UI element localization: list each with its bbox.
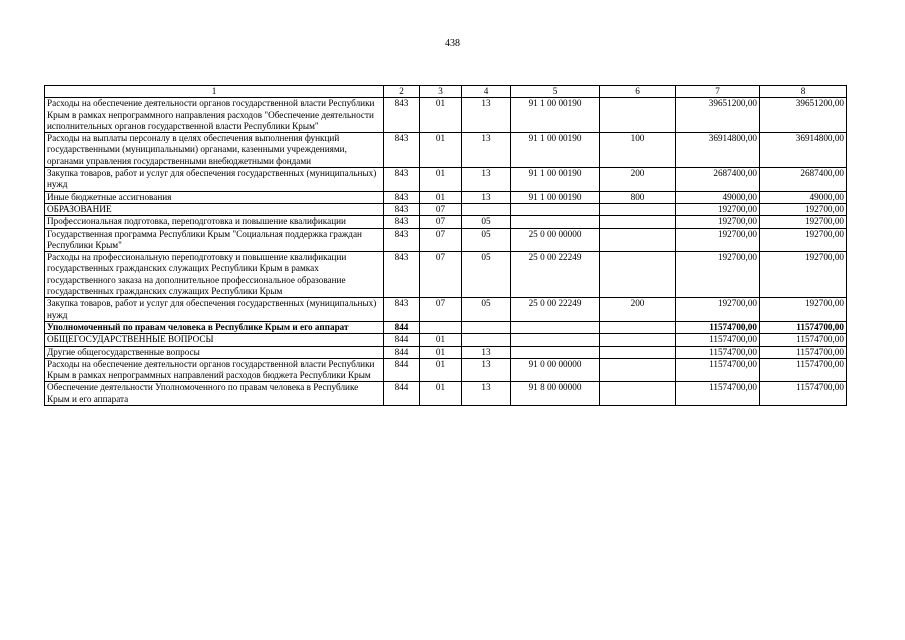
column-header: 4 xyxy=(462,86,511,98)
row-c3-cell: 07 xyxy=(420,228,462,252)
row-c6-cell: 100 xyxy=(600,133,676,168)
table-row xyxy=(45,168,847,192)
row-c3-cell: 07 xyxy=(420,252,462,298)
row-c7-cell: 2687400,00 xyxy=(676,168,760,192)
row-c3-cell: 01 xyxy=(420,191,462,203)
row-c2-cell: 844 xyxy=(384,346,420,358)
row-c5-cell xyxy=(511,346,600,358)
row-c3-cell: 01 xyxy=(420,382,462,406)
row-c7-cell: 192700,00 xyxy=(676,298,760,322)
row-c4-cell: 05 xyxy=(462,216,511,228)
row-c6-cell xyxy=(600,346,676,358)
column-header: 1 xyxy=(45,86,384,98)
row-c3-cell: 07 xyxy=(420,203,462,215)
row-c4-cell: 13 xyxy=(462,382,511,406)
row-c3-cell: 07 xyxy=(420,298,462,322)
row-c8-cell: 11574700,00 xyxy=(760,334,847,346)
row-c3-cell xyxy=(420,321,462,333)
table-row xyxy=(45,382,847,406)
column-header: 8 xyxy=(760,86,847,98)
row-name-cell: Закупка товаров, работ и услуг для обеспечения государственных (муниципальных) нужд xyxy=(45,168,384,192)
row-name-cell: Расходы на профессиональную переподготовку и повышение квалификации государственных гражданских служащих Республики Крым в рамках государственного заказа на дополнительное профессиональное образование государственных гражданских служащих Республики Крым xyxy=(45,252,384,298)
row-c6-cell xyxy=(600,98,676,133)
table-row xyxy=(45,133,847,168)
row-c5-cell: 91 8 00 00000 xyxy=(511,382,600,406)
row-c8-cell: 11574700,00 xyxy=(760,321,847,333)
row-c8-cell: 39651200,00 xyxy=(760,98,847,133)
row-c7-cell: 36914800,00 xyxy=(676,133,760,168)
table-row xyxy=(45,252,847,298)
row-c8-cell: 192700,00 xyxy=(760,228,847,252)
row-c2-cell: 844 xyxy=(384,358,420,382)
row-c4-cell: 05 xyxy=(462,298,511,322)
row-c4-cell: 13 xyxy=(462,133,511,168)
row-c5-cell: 91 1 00 00190 xyxy=(511,191,600,203)
row-c8-cell: 192700,00 xyxy=(760,203,847,215)
row-c4-cell: 05 xyxy=(462,252,511,298)
row-c4-cell xyxy=(462,203,511,215)
row-c7-cell: 192700,00 xyxy=(676,216,760,228)
row-c7-cell: 11574700,00 xyxy=(676,358,760,382)
column-header: 7 xyxy=(676,86,760,98)
row-c4-cell: 13 xyxy=(462,346,511,358)
row-c8-cell: 36914800,00 xyxy=(760,133,847,168)
table-row xyxy=(45,334,847,346)
row-c6-cell xyxy=(600,228,676,252)
row-c8-cell: 11574700,00 xyxy=(760,358,847,382)
row-c3-cell: 01 xyxy=(420,133,462,168)
row-c7-cell: 192700,00 xyxy=(676,228,760,252)
row-c4-cell: 13 xyxy=(462,168,511,192)
row-c2-cell: 843 xyxy=(384,98,420,133)
row-c7-cell: 192700,00 xyxy=(676,203,760,215)
row-c7-cell: 11574700,00 xyxy=(676,334,760,346)
budget-table xyxy=(44,85,847,406)
column-header: 2 xyxy=(384,86,420,98)
row-c6-cell xyxy=(600,321,676,333)
table-body xyxy=(45,98,847,406)
table-row xyxy=(45,228,847,252)
table-row xyxy=(45,298,847,322)
row-c8-cell: 192700,00 xyxy=(760,252,847,298)
row-c6-cell: 200 xyxy=(600,168,676,192)
row-c2-cell: 844 xyxy=(384,382,420,406)
row-c5-cell: 25 0 00 22249 xyxy=(511,298,600,322)
row-c2-cell: 843 xyxy=(384,203,420,215)
row-c8-cell: 2687400,00 xyxy=(760,168,847,192)
table-row xyxy=(45,191,847,203)
column-header: 6 xyxy=(600,86,676,98)
row-c3-cell: 01 xyxy=(420,98,462,133)
row-name-cell: Закупка товаров, работ и услуг для обеспечения государственных (муниципальных) нужд xyxy=(45,298,384,322)
row-name-cell: Профессиональная подготовка, переподготовка и повышение квалификации xyxy=(45,216,384,228)
table-row xyxy=(45,321,847,333)
row-c7-cell: 49000,00 xyxy=(676,191,760,203)
row-c2-cell: 843 xyxy=(384,228,420,252)
row-c4-cell: 13 xyxy=(462,358,511,382)
row-c6-cell xyxy=(600,216,676,228)
row-c3-cell: 07 xyxy=(420,216,462,228)
row-c5-cell xyxy=(511,203,600,215)
row-c2-cell: 843 xyxy=(384,252,420,298)
row-c5-cell: 91 1 00 00190 xyxy=(511,168,600,192)
row-c4-cell: 05 xyxy=(462,228,511,252)
row-c7-cell: 39651200,00 xyxy=(676,98,760,133)
row-c4-cell xyxy=(462,334,511,346)
row-c5-cell xyxy=(511,321,600,333)
row-c5-cell: 91 0 00 00000 xyxy=(511,358,600,382)
row-c3-cell: 01 xyxy=(420,334,462,346)
row-c6-cell xyxy=(600,252,676,298)
row-c8-cell: 11574700,00 xyxy=(760,346,847,358)
row-c2-cell: 843 xyxy=(384,168,420,192)
row-c7-cell: 11574700,00 xyxy=(676,346,760,358)
row-c2-cell: 843 xyxy=(384,298,420,322)
row-c2-cell: 843 xyxy=(384,216,420,228)
row-c2-cell: 843 xyxy=(384,191,420,203)
row-c6-cell xyxy=(600,358,676,382)
row-name-cell: ОБРАЗОВАНИЕ xyxy=(45,203,384,215)
header-row xyxy=(45,86,847,98)
row-c3-cell: 01 xyxy=(420,346,462,358)
row-c6-cell: 200 xyxy=(600,298,676,322)
row-name-cell: Иные бюджетные ассигнования xyxy=(45,191,384,203)
row-c6-cell xyxy=(600,382,676,406)
row-c5-cell: 91 1 00 00190 xyxy=(511,98,600,133)
row-name-cell: ОБЩЕГОСУДАРСТВЕННЫЕ ВОПРОСЫ xyxy=(45,334,384,346)
row-c8-cell: 11574700,00 xyxy=(760,382,847,406)
row-c4-cell: 13 xyxy=(462,191,511,203)
row-c5-cell: 25 0 00 22249 xyxy=(511,252,600,298)
row-c8-cell: 192700,00 xyxy=(760,216,847,228)
row-name-cell: Другие общегосударственные вопросы xyxy=(45,346,384,358)
page-number: 438 xyxy=(445,38,460,49)
row-c5-cell: 91 1 00 00190 xyxy=(511,133,600,168)
row-c2-cell: 844 xyxy=(384,321,420,333)
row-c3-cell: 01 xyxy=(420,358,462,382)
row-name-cell: Расходы на обеспечение деятельности органов государственной власти Республики Крым в рамках непрограммных направлений расходов бюджета Республики Крым xyxy=(45,358,384,382)
row-name-cell: Обеспечение деятельности Уполномоченного по правам человека в Республике Крым и его аппарата xyxy=(45,382,384,406)
row-c8-cell: 49000,00 xyxy=(760,191,847,203)
table-row xyxy=(45,203,847,215)
row-c5-cell xyxy=(511,334,600,346)
row-c7-cell: 11574700,00 xyxy=(676,382,760,406)
row-c3-cell: 01 xyxy=(420,168,462,192)
row-name-cell: Расходы на обеспечение деятельности органов государственной власти Республики Крым в рамках непрограммного направления расходов "Обеспечение деятельности исполнительных органов государственной власти Республики Крым" xyxy=(45,98,384,133)
row-c5-cell: 25 0 00 00000 xyxy=(511,228,600,252)
row-c4-cell xyxy=(462,321,511,333)
row-c6-cell: 800 xyxy=(600,191,676,203)
row-c2-cell: 843 xyxy=(384,133,420,168)
table-row xyxy=(45,346,847,358)
row-c8-cell: 192700,00 xyxy=(760,298,847,322)
table-row xyxy=(45,216,847,228)
table-row xyxy=(45,358,847,382)
column-header: 5 xyxy=(511,86,600,98)
row-name-cell: Уполномоченный по правам человека в Республике Крым и его аппарат xyxy=(45,321,384,333)
row-c6-cell xyxy=(600,203,676,215)
column-header: 3 xyxy=(420,86,462,98)
row-c7-cell: 192700,00 xyxy=(676,252,760,298)
row-name-cell: Государственная программа Республики Крым "Социальная поддержка граждан Республики Крым" xyxy=(45,228,384,252)
table-row xyxy=(45,98,847,133)
row-name-cell: Расходы на выплаты персоналу в целях обеспечения выполнения функций государственными (муниципальными) органами, казенными учреждениями, органами управления государственными внебюджетными фондами xyxy=(45,133,384,168)
row-c2-cell: 844 xyxy=(384,334,420,346)
row-c5-cell xyxy=(511,216,600,228)
row-c7-cell: 11574700,00 xyxy=(676,321,760,333)
row-c4-cell: 13 xyxy=(462,98,511,133)
row-c6-cell xyxy=(600,334,676,346)
